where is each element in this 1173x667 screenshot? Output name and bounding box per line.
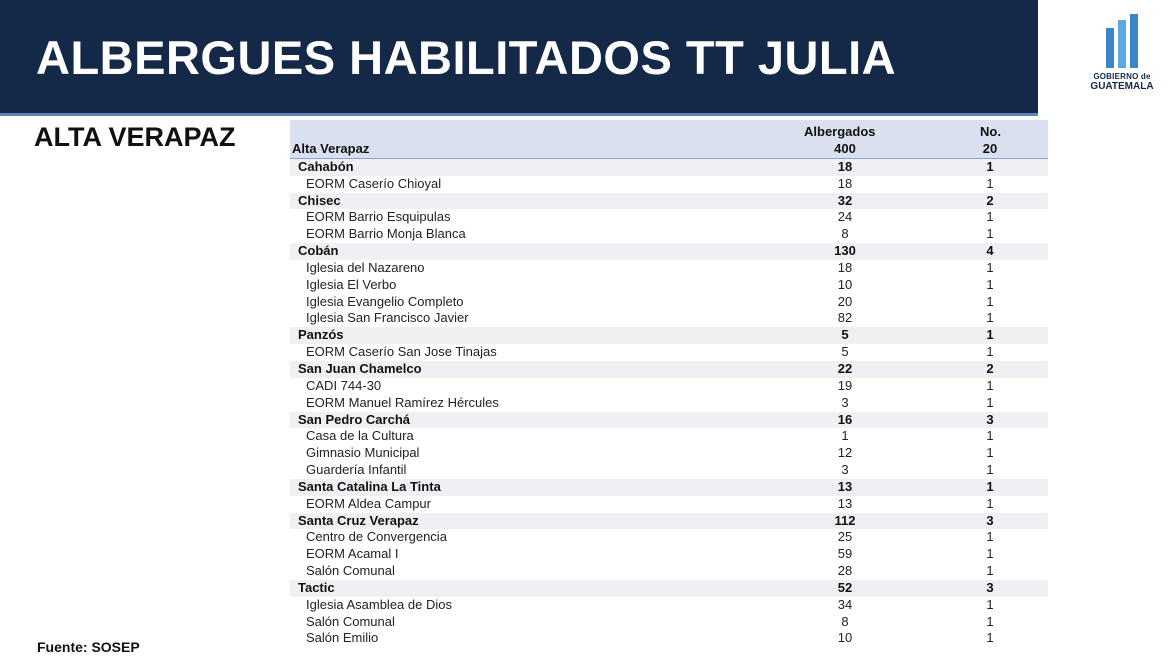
row-albergados: 22 <box>837 360 853 376</box>
row-name: Panzós <box>298 327 344 343</box>
row-albergados: 20 <box>837 293 853 309</box>
row-count: 3 <box>986 411 994 427</box>
shelter-row <box>290 378 1048 395</box>
row-name: Salón Emilio <box>306 630 379 646</box>
row-name: Iglesia Asamblea de Dios <box>306 596 452 612</box>
shelter-row <box>290 310 1048 327</box>
row-count: 1 <box>986 596 994 612</box>
shelter-row <box>290 344 1048 361</box>
municipality-row <box>290 580 1048 597</box>
row-name: CADI 744-30 <box>306 377 382 393</box>
row-name: Casa de la Cultura <box>306 428 414 444</box>
row-name: Tactic <box>298 579 335 595</box>
row-count: 4 <box>986 243 994 259</box>
row-count: 1 <box>986 310 994 326</box>
row-count: 1 <box>986 394 994 410</box>
shelter-row <box>290 260 1048 277</box>
row-albergados: 12 <box>837 445 853 461</box>
row-count: 1 <box>986 293 994 309</box>
row-name: San Juan Chamelco <box>298 360 422 376</box>
shelter-row <box>290 176 1048 193</box>
row-name: Cahabón <box>298 158 354 174</box>
row-name: Gimnasio Municipal <box>306 445 420 461</box>
row-count: 1 <box>986 377 994 393</box>
row-name: Alta Verapaz <box>292 141 370 156</box>
column-header-albergados: Albergados <box>804 124 876 139</box>
row-count: 2 <box>986 360 994 376</box>
row-count: 1 <box>986 428 994 444</box>
row-albergados: 28 <box>837 563 853 579</box>
row-name: EORM Aldea Campur <box>306 495 431 511</box>
row-albergados: 5 <box>841 327 849 343</box>
row-count: 1 <box>986 462 994 478</box>
row-name: Salón Comunal <box>306 613 395 629</box>
shelter-row <box>290 546 1048 563</box>
department-title: ALTA VERAPAZ <box>34 122 236 152</box>
row-name: Chisec <box>298 192 341 208</box>
logo-columns-icon <box>1104 14 1140 70</box>
municipality-row <box>290 243 1048 260</box>
row-count: 3 <box>986 512 994 528</box>
municipality-row <box>290 327 1048 344</box>
table-body <box>290 141 1048 647</box>
municipality-row <box>290 412 1048 429</box>
shelter-row <box>290 630 1048 647</box>
shelter-row <box>290 294 1048 311</box>
row-albergados: 3 <box>841 462 849 478</box>
title-banner <box>0 0 1038 116</box>
row-name: Iglesia El Verbo <box>306 276 397 292</box>
municipality-row <box>290 361 1048 378</box>
shelter-row <box>290 445 1048 462</box>
row-count: 1 <box>986 445 994 461</box>
row-albergados: 10 <box>837 630 853 646</box>
row-albergados: 130 <box>834 243 856 259</box>
shelter-row <box>290 496 1048 513</box>
row-albergados: 400 <box>834 141 856 156</box>
row-albergados: 5 <box>841 344 849 360</box>
row-count: 1 <box>986 495 994 511</box>
logo-text-bottom: GUATEMALA <box>1090 81 1154 92</box>
row-albergados: 59 <box>837 546 853 562</box>
row-albergados: 13 <box>837 495 853 511</box>
row-albergados: 18 <box>837 158 853 174</box>
row-name: Santa Cruz Verapaz <box>298 512 419 528</box>
row-albergados: 16 <box>837 411 853 427</box>
shelter-row <box>290 395 1048 412</box>
row-albergados: 112 <box>834 512 856 528</box>
shelter-row <box>290 226 1048 243</box>
shelter-row <box>290 529 1048 546</box>
row-albergados: 10 <box>837 276 853 292</box>
row-name: San Pedro Carchá <box>298 411 410 427</box>
municipality-row <box>290 513 1048 530</box>
row-count: 3 <box>986 579 994 595</box>
row-count: 1 <box>986 175 994 191</box>
row-count: 1 <box>986 630 994 646</box>
shelter-row <box>290 462 1048 479</box>
row-albergados: 8 <box>841 613 849 629</box>
row-name: EORM Caserío San Jose Tinajas <box>306 344 497 360</box>
shelter-row <box>290 277 1048 294</box>
row-name: Salón Comunal <box>306 563 395 579</box>
row-albergados: 1 <box>841 428 849 444</box>
column-header-no: No. <box>980 124 1001 139</box>
row-count: 1 <box>986 478 994 494</box>
row-name: EORM Acamal I <box>306 546 399 562</box>
row-albergados: 25 <box>837 529 853 545</box>
row-albergados: 34 <box>837 596 853 612</box>
shelter-row <box>290 209 1048 226</box>
row-name: Cobán <box>298 243 339 259</box>
guatemala-government-logo <box>1082 14 1162 94</box>
row-count: 2 <box>986 192 994 208</box>
row-name: Iglesia Evangelio Completo <box>306 293 464 309</box>
municipality-row <box>290 159 1048 176</box>
row-name: Centro de Convergencia <box>306 529 447 545</box>
shelter-table <box>290 120 1048 647</box>
source-note: Fuente: SOSEP <box>37 639 140 655</box>
row-albergados: 52 <box>837 579 853 595</box>
row-count: 1 <box>986 259 994 275</box>
row-count: 1 <box>986 546 994 562</box>
row-name: Iglesia San Francisco Javier <box>306 310 469 326</box>
row-count: 1 <box>986 613 994 629</box>
logo-text-top: GOBIERNO de <box>1093 72 1151 81</box>
municipality-row <box>290 479 1048 496</box>
row-count: 1 <box>986 158 994 174</box>
row-name: EORM Barrio Esquipulas <box>306 209 451 225</box>
row-albergados: 18 <box>837 175 853 191</box>
shelter-row <box>290 563 1048 580</box>
row-count: 1 <box>986 209 994 225</box>
row-albergados: 13 <box>837 478 853 494</box>
row-name: Guardería Infantil <box>306 462 407 478</box>
row-albergados: 3 <box>841 394 849 410</box>
total-row <box>290 141 1048 159</box>
municipality-row <box>290 193 1048 210</box>
row-name: EORM Caserío Chioyal <box>306 175 442 191</box>
row-albergados: 8 <box>841 226 849 242</box>
table-header <box>290 120 1048 141</box>
shelter-row <box>290 614 1048 631</box>
row-name: Iglesia del Nazareno <box>306 259 425 275</box>
row-name: EORM Barrio Monja Blanca <box>306 226 466 242</box>
row-count: 1 <box>986 226 994 242</box>
row-albergados: 32 <box>837 192 853 208</box>
shelter-row <box>290 428 1048 445</box>
row-name: Santa Catalina La Tinta <box>298 478 441 494</box>
row-count: 1 <box>986 276 994 292</box>
row-count: 1 <box>986 529 994 545</box>
row-count: 1 <box>986 344 994 360</box>
row-count: 1 <box>986 563 994 579</box>
row-albergados: 82 <box>837 310 853 326</box>
row-albergados: 18 <box>837 259 853 275</box>
shelter-row <box>290 597 1048 614</box>
page-title: ALBERGUES HABILITADOS TT JULIA <box>36 31 897 84</box>
row-albergados: 19 <box>837 377 853 393</box>
row-name: EORM Manuel Ramírez Hércules <box>306 394 499 410</box>
row-albergados: 24 <box>837 209 853 225</box>
row-count: 1 <box>986 327 994 343</box>
row-count: 20 <box>982 141 998 156</box>
